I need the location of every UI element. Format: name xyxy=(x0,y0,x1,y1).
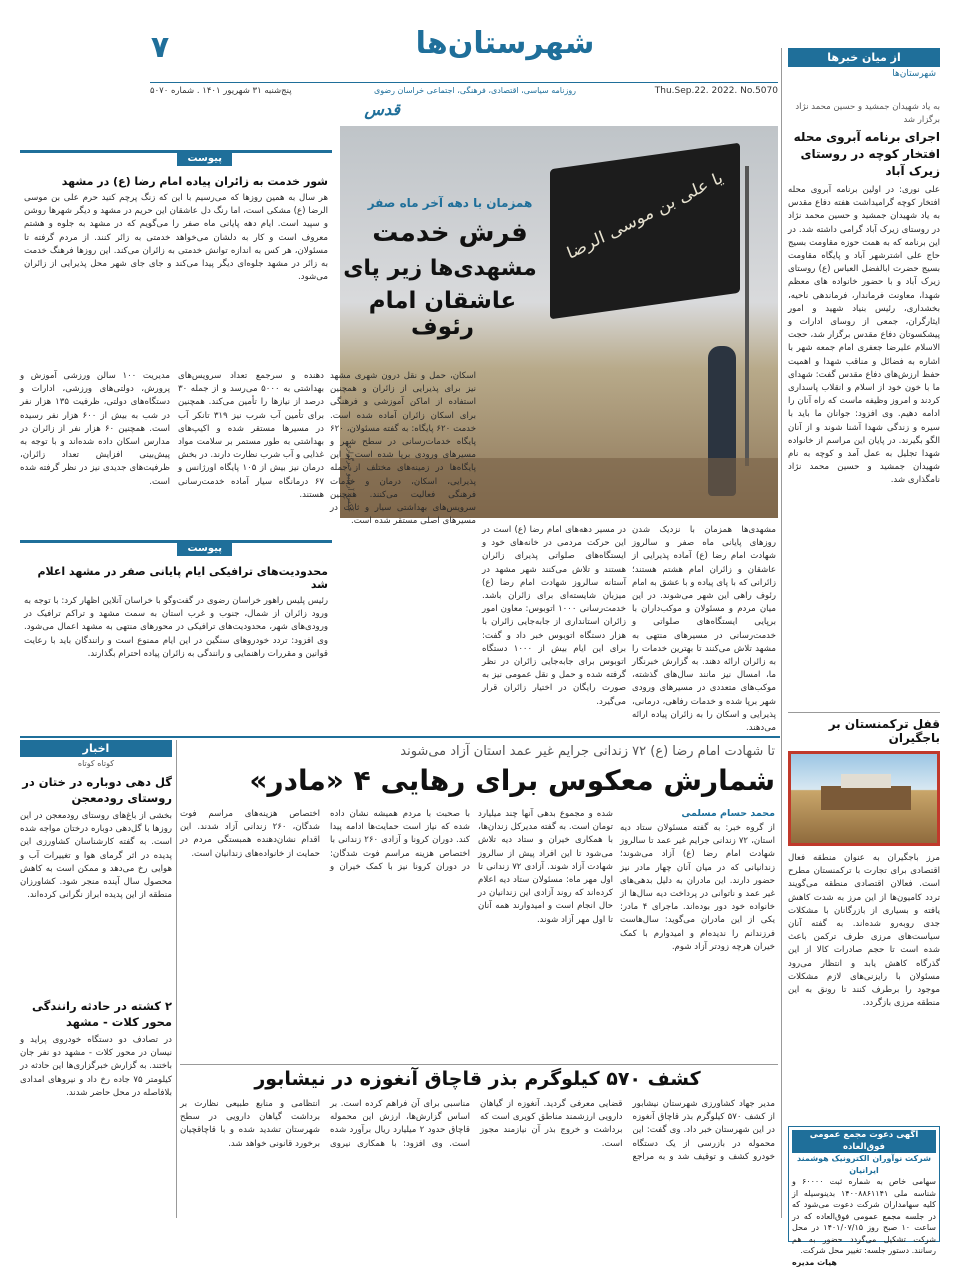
sidebar xyxy=(788,48,940,1218)
box1 xyxy=(20,150,332,364)
bottom-headline: کشف ۵۷۰ کیلوگرم بذر قاچاق آنغوزه در نیشابور xyxy=(180,1068,775,1090)
news-item1-title: گل دهی دوباره در ختان در روستای رودمعجن xyxy=(20,774,172,806)
sidebar-kicker: به یاد شهیدان جمشید و حسین محمد نژاد برگزار شد xyxy=(788,101,940,127)
news-item1-body: بخشی از باغ‌های روستای رودمعجن در این روزها با گل‌دهی دوباره درختان مواجه شده است. به گفته کارشناسان کشاورزی این پدیده در اثر گرمای هوا و تغییرات آب و هوایی رخ می‌دهد و ممکن است به کاهش محصول سال آینده منجر شود. کشاورزان منطقه از این پدیده ابراز نگرانی کرده‌اند. xyxy=(20,810,172,990)
lead-col-2: در مسیر دهه‌های امام رضا (ع) است در این حرکت مردمی در خانه‌های خود و ایستگاه‌های صلواتی پذیرای زائران هستند و تلاش می‌کنند شهر مشهد در آستانه سالروز شهادت امام رضا (ع) میزبان شایسته‌ای برای زائران باشد. خدمت‌رسانی ۱۰۰۰ اتوبوس: معاون امور زائران استانداری از جابه‌جایی زائران با هزار دستگاه اتوبوس خبر داد و گفت: برای این ایام بیش از ۱۰۰۰ دستگاه اتوبوس برای جابه‌جایی زائران در نظر گرفته شده و حمل و نقل عمومی نیز به صورت رایگان در اختیار زائران قرار می‌گیرد. xyxy=(482,524,626,730)
section-title: شهرستان‌ها xyxy=(390,26,620,61)
notice-ad xyxy=(788,1126,940,1242)
photo-credit: عکس: آرشیو خبرگزاری xyxy=(340,443,354,512)
ad-footer: هیات مدیره xyxy=(792,1257,936,1268)
lead-col-4: دهنده و سرجمع تعداد سرویس‌های بهداشتی به ۵۰۰۰ می‌رسد و از جمله ۳۰ درصد از نیازها را تأمین می‌کند. همچنین برای تأمین آب شرب نیز ۳۱۹ تانکر آب در مسیرها مستقر شده و اکیپ‌های بهداشتی به طور مستمر بر سلامت مواد غذایی و آب شرب نظارت دارند. در بخش درمان نیز بیش از ۱۰۵ پایگاه اورژانس و ۶۷ درمانگاه سیار آماده خدمت‌رسانی هستند. xyxy=(178,370,324,530)
bottom-col-1: مدیر جهاد کشاورزی شهرستان نیشابور از کشف ۵۷۰ کیلوگرم بذر قاچاق آنغوزه در این شهرستان خبر داد. وی گفت: این محموله در بازرسی از یک دستگاه خودرو کشف و توقیف شد و به مراجع قضایی معرفی گردید. آنغوزه از گیاهان دارویی ارزشمند مناطق کویری است که برداشت و خروج بذر آن نیازمند مجوز است. xyxy=(480,1098,775,1218)
lead-headline-3: عاشقان امام رئوف xyxy=(345,288,540,340)
feature-author: محمد حسام مسلمی xyxy=(620,808,775,819)
news-item2-title: ۲ کشته در حادثه رانندگی محور کلات - مشهد xyxy=(20,998,172,1030)
box2-tag: پیوست xyxy=(177,541,232,556)
masthead-subtitle: روزنامه سیاسی، اقتصادی، فرهنگی، اجتماعی خراسان رضوی xyxy=(350,86,600,95)
sidebar-headline: اجرای برنامه آبروی محله افتخار کوچه در روستای زیرک آباد xyxy=(788,129,940,180)
ad-title: آگهی دعوت مجمع عمومی فوق‌العاده xyxy=(792,1130,936,1153)
sidebar-item2-title: قفل ترکمنستان بر باجگیران xyxy=(788,712,940,745)
ad-company: شرکت نوآوران الکترونیک هوشمند ایرانیان xyxy=(792,1153,936,1176)
border-gate-photo xyxy=(788,751,940,846)
feature-col-2: شده و مجموع بدهی آنها چند میلیارد تومان است. به گفته مدیرکل زندان‌ها، با همکاری خیران و ستاد دیه تلاش می‌شود تا این افراد پیش از سالروز شهادت آزاد شوند. آزادی ۷۲ زندانی تا اول مهر ماه: مسئولان ستاد دیه اعلام کرده‌اند که روند آزادی این زندانیان در حال انجام است و امیدوارند همه آنان تا اول مهر آزاد شوند. xyxy=(478,808,613,1058)
masthead xyxy=(150,22,778,122)
box2-body: رئیس پلیس راهور خراسان رضوی در گفت‌وگو با خراسان آنلاین اظهار کرد: با توجه به ورود زائران از شمال، جنوب و غرب استان به سمت مشهد و تراکم ترافیک در ورودی‌های شهر، محدودیت‌های ترافیکی در محورهای منتهی به مشهد اعمال می‌شود. وی افزود: تردد خودروهای سنگین در این ایام ممنوع است و رانندگان باید با رعایت قوانین و مقررات راهنمایی و رانندگی به زائران پیاده احترام بگذارند. xyxy=(20,595,332,735)
lead-headline-1: فرش خدمت xyxy=(360,218,540,248)
lead-headline-2: مشهدی‌ها زیر پای xyxy=(340,256,540,281)
news-tag: اخبار xyxy=(20,740,172,757)
ad-body: سهامی خاص به شماره ثبت ۶۰۰۰۰ و شناسه ملی ۱۴۰۰۸۸۶۱۱۴۱ بدینوسیله از کلیه سهامداران شرکت دعوت می‌شود که در جلسه مجمع عمومی فوق‌العاده که در ساعت ۱۰ صبح روز ۱۴۰۱/۰۷/۱۵ در محل شرکت تشکیل می‌گردد حضور به هم رسانند. دستور جلسه: تغییر محل شرکت. xyxy=(792,1176,936,1257)
page-number: ۷ xyxy=(140,30,180,65)
lead-col-3: اسکان، حمل و نقل درون شهری مشهد نیز برای پذیرایی از زائران و همچنین استفاده از اماکن آموزشی و فرهنگی برای اسکان زائران آماده شده است. خدمت ۶۲۰ پایگاه: به گفته مسئولان، ۶۲۰ پایگاه خدمات‌رسانی در سطح شهر و مسیرهای ورودی برپا شده است و این پایگاه‌ها در زمینه‌های مختلف از جمله پذیرایی، اسکان، درمان و خدمات فرهنگی فعالیت می‌کنند. همچنین سرویس‌های بهداشتی سیار و ثابت در مسیرهای اصلی مستقر شده است. xyxy=(330,370,476,730)
sidebar-band-sub: شهرستان‌ها xyxy=(788,67,940,81)
box2 xyxy=(20,540,332,730)
feature-headline: شمارش معکوس برای رهایی ۴ «مادر» xyxy=(180,764,775,797)
date-en: Thu.Sep.22. 2022. No.5070 xyxy=(638,86,778,96)
bottom-col-2: مناسبی برای آن فراهم کرده است. بر اساس گزارش‌ها، ارزش این محموله قاچاق حدود ۲ میلیارد ریال برآورد شده است. وی افزود: با همکاری نیروی انتظامی و منابع طبیعی نظارت بر برداشت گیاهان دارویی در سطح شهرستان تشدید شده و با قاچاقچیان برخورد قانونی خواهد شد. xyxy=(180,1098,470,1218)
issue-date: پنج‌شنبه ۳۱ شهریور ۱۴۰۱ . شماره ۵۰۷۰ xyxy=(150,86,350,96)
box1-tag: پیوست xyxy=(177,151,232,166)
news-item2-body: در تصادف دو دستگاه خودروی پراید و نیسان در محور کلات - مشهد دو نفر جان باختند. به گزارش خبرگزاری‌ها این حادثه در کیلومتر ۷۵ جاده رخ داد و نیروهای امدادی بلافاصله در محل حاضر شدند. xyxy=(20,1034,172,1174)
lead-col-1: مشهدی‌ها همزمان با نزدیک شدن روزهای پایانی ماه صفر و سالروز شهادت امام رضا (ع) آماده پذیرایی از عاشقان و زائران امام هشتم هستند؛ زائرانی که با پای پیاده و با عشق به امام رئوف راهی این شهر می‌شوند. در این میان مردم و مسئولان و موکب‌داران با برپایی ایستگاه‌های صلواتی و خدمت‌رسانی در مسیرهای منتهی به مشهد تلاش می‌کنند تا بهترین خدمات را به زائران ارائه دهند. به گزارش خبرنگار ما، امسال نیز مانند سال‌های گذشته، موکب‌های متعددی در مسیرهای ورودی شهر برپا شده و خدمات رفاهی، درمانی، پذیرایی و اسکان را به زائران پیاده ارائه می‌دهند. xyxy=(632,524,776,730)
flag-text: یا علی بن موسی الرضا xyxy=(562,167,729,265)
flag xyxy=(550,143,740,320)
box1-headline: شور خدمت به زائران پیاده امام رضا (ع) در مشهد xyxy=(20,175,332,188)
feature-col-1: از گروه خبر: به گفته مسئولان ستاد دیه استان، ۷۲ زندانی جرایم غیر عمد تا سالروز شهادت امام رضا (ع) آزاد می‌شوند؛ زندانیانی که در میان آنان چهار مادر نیز حضور دارند. این مادران به دلیل بدهی‌های غیر عمد و ناتوانی در پرداخت دیه سال‌ها از خانواده خود دور بوده‌اند. ماجرای ۴ مادر: یکی از این مادران می‌گوید: سال‌هاست فرزندانم را ندیده‌ام و امیدوارم با کمک خیران هرچه زودتر آزاد شوم. xyxy=(620,822,775,1058)
newspaper-logo: قدس xyxy=(350,100,400,119)
sidebar-item2-body: مرز باجگیران به عنوان منطقه فعال اقتصادی برای تجارت با ترکمنستان مطرح است. فعالان اقتصادی منطقه می‌گویند تردد کامیون‌ها از این مرز به شدت کاهش یافته و بسیاری از بازرگانان با مشکلات جدی روبه‌رو شده‌اند. به گفته آنان سیاست‌های مرزی طرف ترکمن باعث شده است تا حجم صادرات کالا از این گذرگاه کاهش یابد و انتظار می‌رود مسئولان با رایزنی‌های لازم مشکلات موجود را برطرف کنند تا رونق به این منطقه مرزی بازگردد. xyxy=(788,852,940,1122)
news-label: کوتاه کوتاه xyxy=(20,759,172,768)
box1-body: هر سال به همین روزها که می‌رسیم با این که زنگ پرچم کنید حرم علی بن موسی الرضا (ع) مشکی است، اما رنگ دل عاشقان این حریم در مشهد و دیگر شهرها روشن و سپید است. ایام دهه پایانی ماه صفر را می‌گویم که در مشهد به جلوه و هشتم معروف است و کار به دلشان می‌خواهد خدمتی به زائر کنند. از مردم گرفته تا مسئولان، هر کس به اندازه توانش خدمتی به زائران می‌کند. این روزها فرهنگ خدمت به زائر در مشهد جلوه‌ای دیگر پیدا می‌کند و جای جای شهر محل پذیرایی از زائران می‌شود. xyxy=(20,192,332,352)
sidebar-band: از میان خبرها xyxy=(788,48,940,67)
lead-kicker: همزمان با دهه آخر ماه صفر xyxy=(360,196,540,210)
sidebar-body: علی نوری: در اولین برنامه آبروی محله افتخار کوچه گرامیداشت هفته دفاع مقدس به یاد شهیدان جمشید و حسین محمد نژاد در روستای زیرک آباد گرامی داشته شد. در این برنامه که به همت حوزه مقاومت بسیج حاج علی اشترشهر آباد و پایگاه مقاومت بسیج حضرت ابالفضل العباس (ع) روستای زیرک آباد و با حضور خانواده های معظم شهدا، معاونت فرماندار، فرماندهی ناحیه، بخشداری، رئیس بنیاد شهید و امور ایثارگران، جمعی از روسای ادارات و پیشکسوتان دفاع مقدس برگزار شد، حجت الاسلام علیرضا جعفری امام جمعه شهر با اشاره به فضائل و مناقب شهدا و اهمیت حفظ ارزش‌های دفاع مقدس گفت: شهدای ما با خون خود از اسلام و انقلاب پاسداری کردند و امروز وظیفه ماست که راه آنان را ادامه دهیم. وی افزود: جوانان ما باید با سیره و زندگی شهدا آشنا شوند و از آنان الگو بگیرند. در پایان این مراسم از خانواده شهدا تجلیل به عمل آمد و کوچه به نام شهیدان جمشید و حسین محمد نژاد نامگذاری شد. xyxy=(788,184,940,704)
box2-headline: محدودیت‌های ترافیکی ایام پایانی صفر در مشهد اعلام شد xyxy=(20,565,332,591)
feature-col-3: با صحبت با مردم همیشه نشان داده شده که نیاز است حمایت‌ها ادامه پیدا کند. دوران کرونا و آزادی ۲۶۰ زندانی با اختصاص هزینه مراسم فوت شدگان: در دوران کرونا نیز با کمک خیران و اختصاص هزینه‌های مراسم فوت شدگان، ۲۶۰ زندانی آزاد شدند. این اقدام نشان‌دهنده همبستگی مردم در حمایت از خانواده‌های زندانیان است. xyxy=(180,808,470,1058)
news-briefs xyxy=(20,740,172,1218)
feature-kicker: تا شهادت امام رضا (ع) ۷۲ زندانی جرایم غیر عمد استان آزاد می‌شوند xyxy=(180,744,775,759)
lead-col-5: مدیریت ۱۰۰ سالن ورزشی آموزش و پرورش، دولتی‌های ورزشی، ادارات و دستگاه‌های دولتی، ظرفیت ۱۳۵ هزار نفر در شب به بیش از ۶۰۰ هزار نفر رسیده است. همچنین ۶۰ هزار نفر از زائران در مدارس اسکان داده شده‌اند و با توجه به پیش‌بینی افزایش تعداد زائران، ظرفیت‌های جدیدی نیز در نظر گرفته شده است. xyxy=(20,370,170,530)
